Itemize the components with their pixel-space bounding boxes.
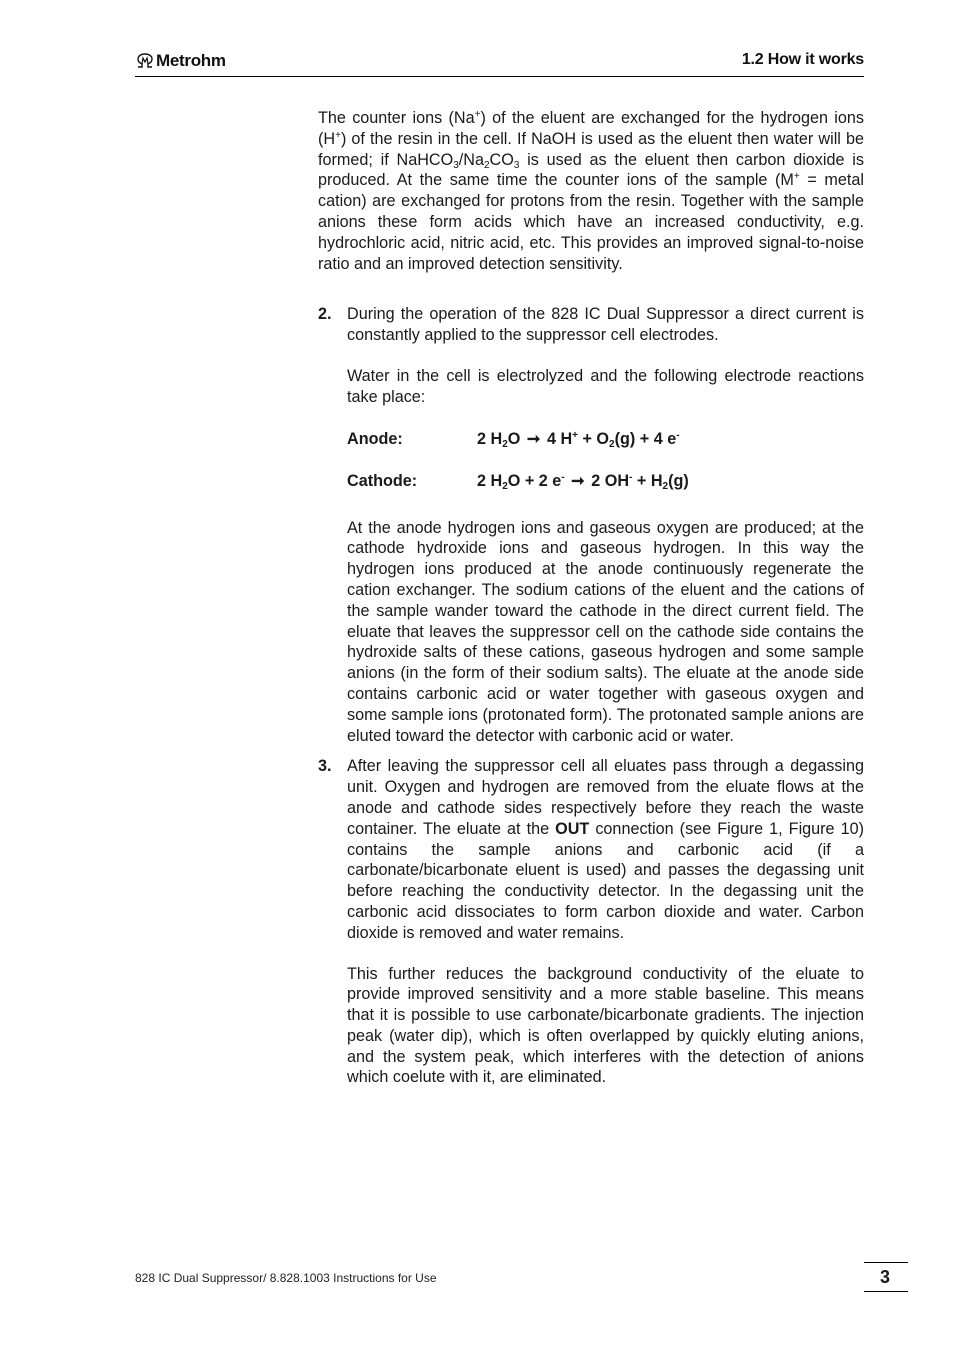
equation-formula: 2 $H_2O + 2$ e- ➞ 2 $OH^- + H_2(g)$	[477, 471, 689, 492]
anode-equation	[347, 428, 864, 450]
item2-paragraph-1: During the operation of the 828 IC Dual Suppressor a direct current is constantly applied to the suppressor cell electrodes.	[347, 305, 864, 345]
out-connection-label: OUT	[555, 819, 590, 838]
item2-paragraph-3: At the anode hydrogen ions and gaseous oxygen are produced; at the cathode hydroxide ions and gaseous hydrogen. In this way the hydrogen ions produced at the anode continuously regenerate the cation exchanger. The sodium cations of the eluent and the cations of the sample wander toward the cathode in the direct current field. The eluate that leaves the suppressor cell on the cathode side contains the hydroxide salts of these cations, gaseous hydrogen and some sample anions (in the form of their sodium salts). The eluate at the anode side contains carbonic acid or water together with gaseous oxygen and some sample ions (protonated form). The protonated sample anions are eluted toward the detector with carbonic acid or water.	[347, 518, 864, 745]
page-header	[135, 48, 864, 77]
equation-formula: 2 $H_2O$ ➞ 4 $H^+ + O_2(g) + 4$ e-	[477, 429, 680, 450]
item3-paragraph-2: This further reduces the background conductivity of the eluate to provide improved sensitivity and a more stable baseline. This means that it is possible to use carbonate/bicarbonate gradients. The injection peak (water dip), which is often overlapped by quickly eluting anions, and the system peak, which interferes with the detection of anions which coelute with it, are eliminated.	[347, 964, 864, 1087]
list-item-3	[318, 756, 864, 1088]
arrow-right-icon: ➞	[571, 471, 585, 490]
intro-paragraph: The counter ions (Na+) of the eluent are exchanged for the hydrogen ions (H+) of the resin in the cell. If NaOH is used as the eluent then water will be formed; if $NaHCO_3/Na_2CO_3$ is used as the eluent then carbon dioxide is produced. At the same time the counter ions of the sample (M+ = metal cation) are exchanged for protons from the resin. Together with the sample anions these form acids which have an increased conductivity, e.g. hydrochloric acid, nitric acid, etc. This provides an improved signal-to-noise ratio and an improved detection sensitivity.	[318, 109, 864, 273]
equation-label: Anode:	[347, 429, 403, 448]
item3-paragraph-1: After leaving the suppressor cell all eluates pass through a degassing unit. Oxygen and hydrogen are removed from the eluate flows at the anode and cathode sides respectively before they reach the waste container. The eluate at the OUT connection (see Figure 1, Figure 10) contains the sample anions and carbonic acid (if a carbonate/bicarbonate eluent is used) and passes the degassing unit before reaching the conductivity detector. In the degassing unit the carbonic acid dissociates to form carbon dioxide and water. Carbon dioxide is removed and water remains.	[347, 757, 865, 942]
brand-name: Metrohm	[156, 51, 226, 70]
section-title: 1.2 How it works	[741, 51, 864, 68]
brand	[135, 51, 226, 71]
cathode-equation	[347, 470, 864, 492]
metrohm-logo-icon	[135, 53, 155, 69]
item2-paragraph-2: Water in the cell is electrolyzed and the following electrode reactions take place:	[347, 366, 864, 406]
footer-document-title: 828 IC Dual Suppressor/ 8.828.1003 Instructions for Use	[135, 1271, 437, 1285]
main-content	[318, 108, 864, 1088]
list-number: 2.	[318, 305, 332, 324]
list-item-2	[318, 304, 864, 746]
page-number: 3	[864, 1262, 908, 1292]
equation-label: Cathode:	[347, 471, 418, 490]
list-number: 3.	[318, 757, 332, 776]
arrow-right-icon: ➞	[526, 429, 541, 448]
